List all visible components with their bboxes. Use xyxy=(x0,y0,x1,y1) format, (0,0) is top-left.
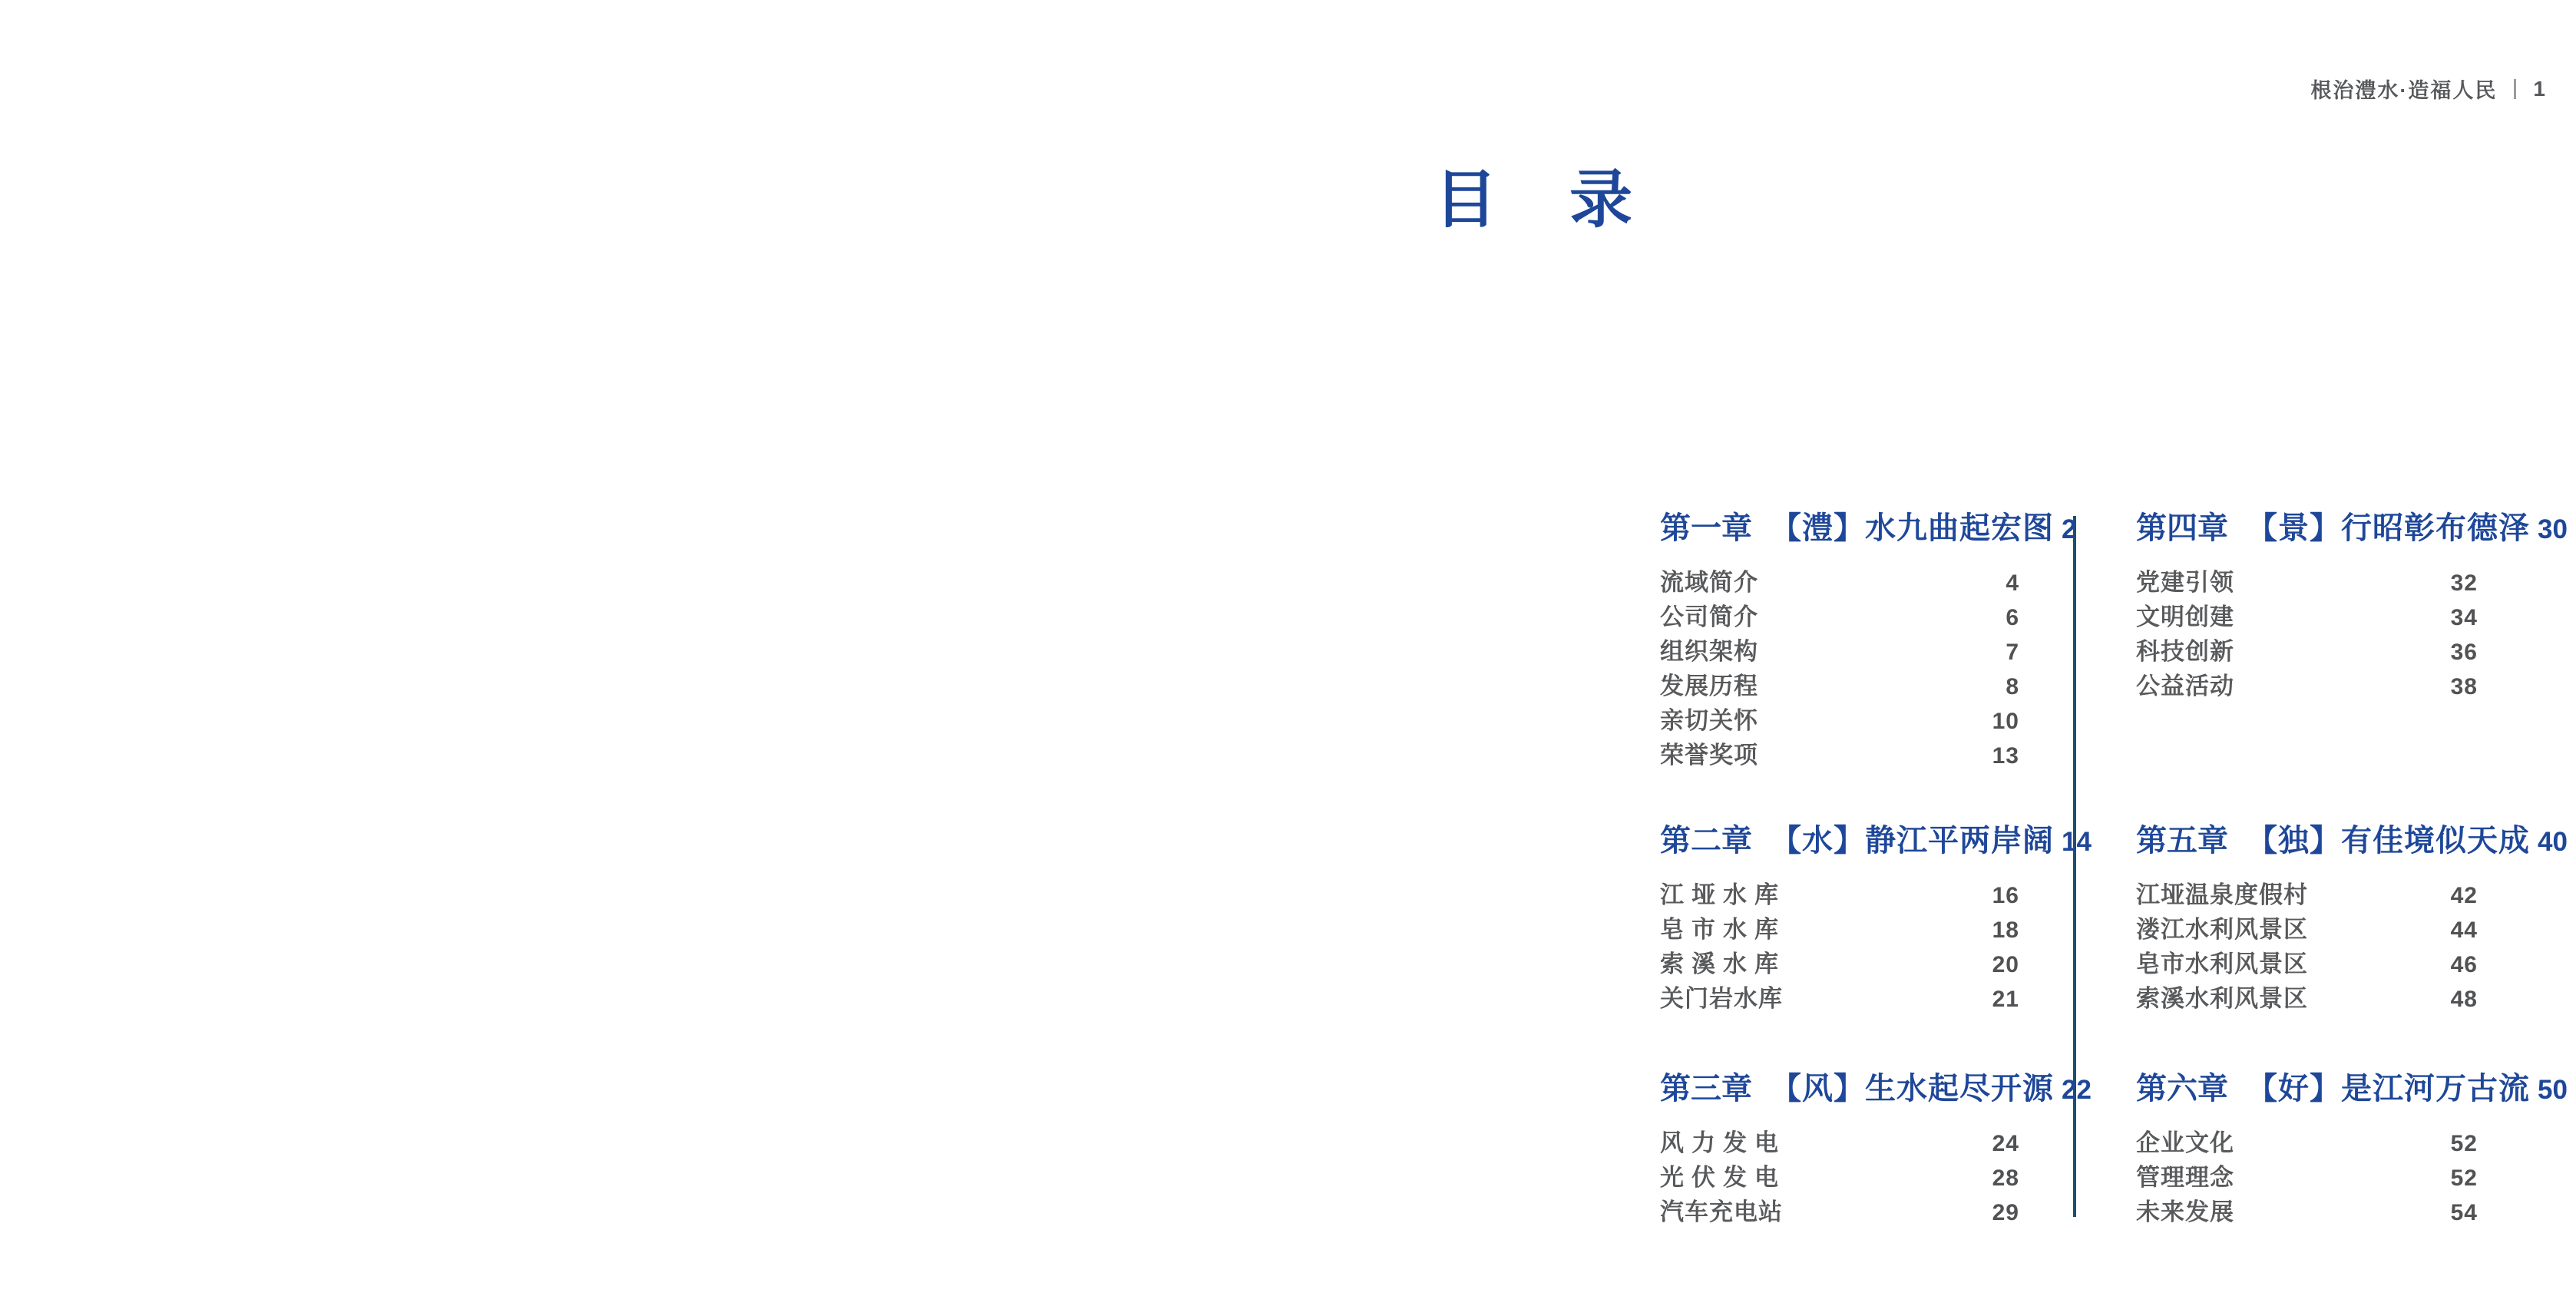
chapter-number: 第一章 xyxy=(1660,511,1752,545)
chapter-4 xyxy=(2136,510,2568,703)
toc-entry xyxy=(1660,634,2019,669)
toc-entry xyxy=(2136,1195,2478,1229)
entry-page: 13 xyxy=(1992,743,2019,769)
toc-entry xyxy=(1660,947,2019,981)
entry-page: 8 xyxy=(2006,674,2019,699)
chapter-2 xyxy=(1660,822,2092,1016)
entry-page: 54 xyxy=(2450,1200,2478,1225)
entry-page: 20 xyxy=(1992,952,2019,977)
entry-page: 52 xyxy=(2450,1165,2478,1191)
chapter-1-items xyxy=(1660,565,2019,772)
chapter-title: 【独】有佳境似天成 xyxy=(2247,824,2530,858)
entry-label: 皂市水利风景区 xyxy=(2136,951,2308,977)
entry-page: 24 xyxy=(1992,1131,2019,1156)
header-separator xyxy=(2514,79,2516,99)
toc-entry xyxy=(2136,600,2478,634)
toc-entry xyxy=(2136,1160,2478,1195)
entry-label: 溇江水利风景区 xyxy=(2136,916,2308,943)
toc-entry xyxy=(2136,947,2478,981)
entry-page: 52 xyxy=(2450,1131,2478,1156)
chapter-3 xyxy=(1660,1070,2092,1229)
entry-label: 公司简介 xyxy=(1660,603,1758,630)
entry-page: 34 xyxy=(2450,605,2478,630)
toc-entry xyxy=(1660,600,2019,634)
entry-label: 索溪水利风景区 xyxy=(2136,985,2308,1012)
entry-page: 28 xyxy=(1992,1165,2019,1191)
chapter-6-heading xyxy=(2136,1070,2568,1109)
chapter-page-number: 22 xyxy=(2062,1075,2092,1105)
toc-entry xyxy=(1660,703,2019,738)
toc-entry xyxy=(2136,878,2478,912)
chapter-page-number: 50 xyxy=(2538,1075,2568,1105)
entry-page: 32 xyxy=(2450,570,2478,596)
entry-label: 江垭温泉度假村 xyxy=(2136,881,2308,908)
entry-page: 42 xyxy=(2450,883,2478,908)
entry-page: 21 xyxy=(1992,987,2019,1012)
chapter-3-heading xyxy=(1660,1070,2092,1109)
chapter-4-items xyxy=(2136,565,2478,703)
entry-label: 光伏发电 xyxy=(1660,1164,1778,1191)
chapter-5-heading xyxy=(2136,822,2568,861)
chapter-1-heading xyxy=(1660,510,2077,548)
entry-label: 科技创新 xyxy=(2136,638,2234,665)
chapter-6 xyxy=(2136,1070,2568,1229)
entry-page: 36 xyxy=(2450,640,2478,665)
entry-label: 组织架构 xyxy=(1660,638,1758,665)
chapter-number: 第五章 xyxy=(2136,824,2228,858)
chapter-page-number: 40 xyxy=(2538,827,2568,857)
chapter-1 xyxy=(1660,510,2077,772)
entry-page: 4 xyxy=(2006,570,2019,596)
page-title: 目 录 xyxy=(1434,165,1638,235)
entry-page: 6 xyxy=(2006,605,2019,630)
toc-entry xyxy=(1660,669,2019,703)
toc-entry xyxy=(2136,912,2478,947)
entry-label: 皂市水库 xyxy=(1660,916,1778,943)
header-page-number: 1 xyxy=(2533,76,2545,101)
entry-label: 关门岩水库 xyxy=(1660,985,1783,1012)
entry-label: 未来发展 xyxy=(2136,1199,2234,1225)
toc-entry xyxy=(2136,981,2478,1016)
toc-entry xyxy=(2136,634,2478,669)
chapter-4-heading xyxy=(2136,510,2568,548)
chapter-number: 第四章 xyxy=(2136,511,2228,545)
entry-label: 汽车充电站 xyxy=(1660,1199,1783,1225)
entry-page: 29 xyxy=(1992,1200,2019,1225)
toc-entry xyxy=(1660,981,2019,1016)
entry-label: 江垭水库 xyxy=(1660,881,1778,908)
toc-entry xyxy=(1660,1195,2019,1229)
chapter-6-items xyxy=(2136,1126,2478,1229)
chapter-5 xyxy=(2136,822,2568,1016)
entry-label: 文明创建 xyxy=(2136,603,2234,630)
chapter-2-heading xyxy=(1660,822,2092,861)
chapter-number: 第六章 xyxy=(2136,1072,2228,1106)
chapter-page-number: 2 xyxy=(2062,514,2077,544)
entry-page: 46 xyxy=(2450,952,2478,977)
entry-page: 16 xyxy=(1992,883,2019,908)
entry-label: 管理理念 xyxy=(2136,1164,2234,1191)
chapter-title: 【风】生水起尽开源 xyxy=(1771,1072,2054,1106)
toc-entry xyxy=(2136,565,2478,600)
entry-label: 风力发电 xyxy=(1660,1129,1778,1156)
entry-label: 荣誉奖项 xyxy=(1660,742,1758,769)
entry-page: 38 xyxy=(2450,674,2478,699)
entry-label: 发展历程 xyxy=(1660,673,1758,699)
chapter-title: 【澧】水九曲起宏图 xyxy=(1771,511,2054,545)
toc-entry xyxy=(1660,878,2019,912)
entry-page: 10 xyxy=(1992,709,2019,734)
chapter-3-items xyxy=(1660,1126,2019,1229)
column-divider xyxy=(2073,516,2076,1217)
chapter-number: 第三章 xyxy=(1660,1072,1752,1106)
chapter-title: 【景】行昭彰布德泽 xyxy=(2247,511,2530,545)
toc-entry xyxy=(1660,912,2019,947)
entry-page: 44 xyxy=(2450,918,2478,943)
toc-entry xyxy=(1660,738,2019,772)
chapter-title: 【水】静江平两岸阔 xyxy=(1771,824,2054,858)
entry-label: 索溪水库 xyxy=(1660,951,1778,977)
entry-label: 公益活动 xyxy=(2136,673,2234,699)
chapter-page-number: 14 xyxy=(2062,827,2092,857)
toc-entry xyxy=(1660,1126,2019,1160)
entry-label: 流域简介 xyxy=(1660,569,1758,596)
chapter-2-items xyxy=(1660,878,2019,1016)
toc-column-left xyxy=(1660,0,2092,1306)
toc-entry xyxy=(1660,1160,2019,1195)
chapter-5-items xyxy=(2136,878,2478,1016)
entry-page: 18 xyxy=(1992,918,2019,943)
toc-entry xyxy=(1660,565,2019,600)
toc-column-right xyxy=(2136,0,2568,1306)
entry-label: 企业文化 xyxy=(2136,1129,2234,1156)
entry-page: 48 xyxy=(2450,987,2478,1012)
chapter-title: 【好】是江河万古流 xyxy=(2247,1072,2530,1106)
toc-entry xyxy=(2136,669,2478,703)
entry-page: 7 xyxy=(2006,640,2019,665)
toc-entry xyxy=(2136,1126,2478,1160)
entry-label: 亲切关怀 xyxy=(1660,707,1758,734)
chapter-number: 第二章 xyxy=(1660,824,1752,858)
header-slogan: 根治澧水·造福人民 xyxy=(2310,79,2498,102)
chapter-page-number: 30 xyxy=(2538,514,2568,544)
entry-label: 党建引领 xyxy=(2136,569,2234,596)
